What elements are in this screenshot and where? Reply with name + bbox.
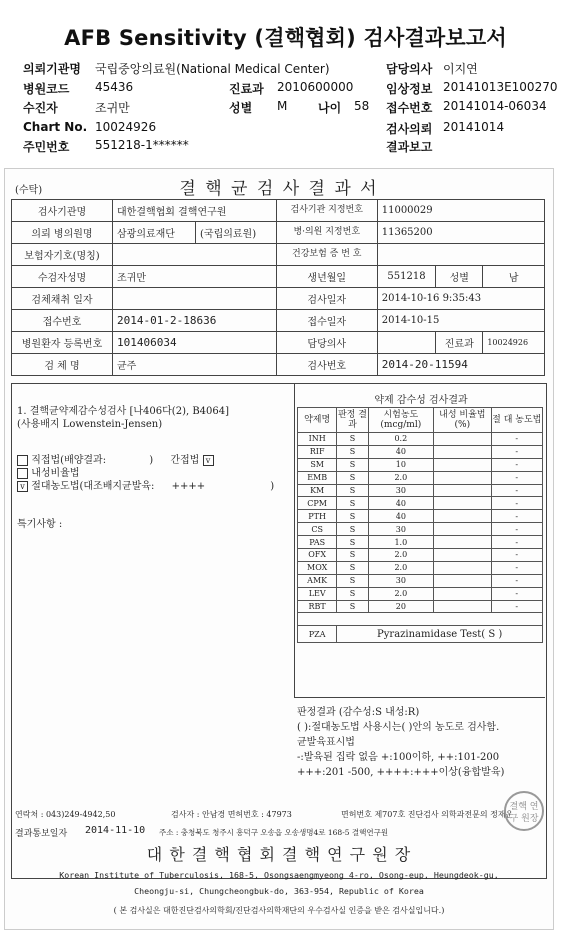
lab-code-label: 검사기관 지정번호 [276,200,377,222]
scanned-form [4,168,554,930]
dept-value: 2010600000 [277,80,354,94]
drug-ratio [434,574,491,587]
drug-name: PTH [298,510,337,523]
drug-row [298,510,543,523]
test-date-label: 검사일자 [276,288,377,310]
rrn-label: 주민번호 [23,140,70,154]
hosp-code-label: 병·의원 지정번호 [276,222,377,244]
footer-institute-en1: Korean Institute of Tuberculosis, 168-5, Osongsaengmyeong 4-ro, Osong-eup, Heungdeok-gu, [59,870,499,880]
drug-name: RIF [298,445,337,458]
reg-no-value: 101406034 [113,332,277,354]
drug-col-conc: 시험농도 (mcg/ml) [368,408,434,433]
chart-value: 10024926 [95,120,157,134]
doctor-value: 이지연 [443,62,478,76]
drug-ratio [434,536,491,549]
drug-absolute: - [491,587,542,600]
absolute-close: ) [270,481,275,492]
request-label: 검사의뢰 [386,122,433,136]
drug-conc: 30 [368,523,434,536]
drug-table-caption: 약제 감수성 검사결과 [374,395,468,406]
form-dept-value: 10024926 [483,332,545,354]
drug-name: KM [298,484,337,497]
drug-row [298,600,543,613]
institution-value: 국립중앙의료원(National Medical Center) [95,62,330,76]
clinical-value: 20141013E100270 [443,80,558,94]
footer-report-date-value: 2014-11-10 [85,825,146,836]
drug-ratio [434,510,491,523]
accept-date-label: 접수일자 [276,310,377,332]
specimen-value: 균주 [113,354,277,376]
sex-value: M [277,99,288,113]
test-no-label: 검사번호 [276,354,377,376]
drug-result: S [337,574,368,587]
legend-line2: ( ):절대농도법 사용시는( )안의 농도로 검사함. [297,722,500,733]
result-divider [294,383,295,697]
reg-no-label: 병원환자 등록번호 [12,332,113,354]
drug-result: S [337,497,368,510]
legend-line1: 판정결과 (감수성:S 내성:R) [297,707,420,718]
hospital-code-value: 45436 [95,80,134,94]
insured-no-label: 건강보험 증 번 호 [276,244,377,266]
drug-row [298,458,543,471]
legend-line4: -:발육된 집락 없음 +:100이하, ++:101-200 [297,752,500,763]
drug-name: CS [298,523,337,536]
footer-examiner: 검사자 : 안남경 면허번호 : 47973 [171,810,292,819]
drug-row [298,536,543,549]
drug-conc: 30 [368,574,434,587]
drug-conc: 2.0 [368,471,434,484]
legend-divider [294,697,545,698]
drug-name: SM [298,458,337,471]
age-value: 58 [354,99,370,113]
indirect-label: 간접법 [170,455,200,466]
drug-conc: 40 [368,510,434,523]
drug-absolute: - [491,484,542,497]
drug-row [298,549,543,562]
form-dept-label: 진료과 [436,332,483,354]
subject-sex-value: 남 [483,266,545,288]
req-inst-value: 삼광의료재단 [113,222,196,244]
rrn-value: 551218-1****** [95,138,189,152]
drug-absolute: - [491,471,542,484]
drug-col-absolute: 절 대 농도법 [491,408,542,433]
remarks-label: 특기사항 : [17,519,63,530]
drug-absolute: - [491,510,542,523]
test-date-value: 2014-10-16 9:35:43 [377,288,544,310]
drug-row [298,471,543,484]
drug-ratio [434,445,491,458]
test-no-value: 2014-20-11594 [377,354,544,376]
drug-conc: 30 [368,484,434,497]
subject-value: 조귀만 [113,266,277,288]
drug-row [298,587,543,600]
drug-name: OFX [298,549,337,562]
drug-absolute: - [491,445,542,458]
drug-absolute: - [491,497,542,510]
drug-ratio [434,587,491,600]
footer-report-date-label: 결과통보일자 [15,829,68,839]
form-doctor-value [377,332,436,354]
footer-note: ( 본 검사실은 대한진단검사의학회/진단검사의학재단의 우수검사실 인증을 받은 검사실입니다.) [113,906,445,915]
drug-row [298,484,543,497]
req-inst-label: 의뢰 병의원명 [12,222,113,244]
dob-label: 생년월일 [276,266,377,288]
accept-date-value: 2014-10-15 [377,310,544,332]
drug-ratio [434,549,491,562]
form-doctor-label: 담당의사 [276,332,377,354]
drug-conc: 20 [368,600,434,613]
drug-result: S [337,536,368,549]
drug-result: S [337,433,368,446]
insured-label: 보험자기호(명칭) [12,244,113,266]
drug-conc: 40 [368,497,434,510]
dob-value: 551218 [377,266,436,288]
absolute-label: 절대농도법(대조배지균발육: [31,481,155,492]
drug-conc: 0.2 [368,433,434,446]
drug-name: PAS [298,536,337,549]
drug-absolute: - [491,600,542,613]
drug-ratio [434,484,491,497]
drug-ratio [434,433,491,446]
age-label: 나이 [318,101,342,115]
drug-name: EMB [298,471,337,484]
drug-result: S [337,471,368,484]
receipt-value: 20141014-06034 [443,99,547,113]
drug-name: RBT [298,600,337,613]
drug-ratio [434,458,491,471]
test-method-line1: 1. 결핵균약제감수성검사 [나406다(2), B4064] [17,406,230,417]
drug-row [298,445,543,458]
institution-label: 의뢰기관명 [23,62,81,76]
drug-result: S [337,561,368,574]
absolute-method [17,477,274,492]
footer-contact: 연락처 : 043)249-4942,50 [15,810,116,819]
legend-line5: +++:201 -500, ++++:+++이상(융합발육) [297,767,505,778]
drug-ratio [434,561,491,574]
drug-conc: 10 [368,458,434,471]
form-info-table [11,199,545,376]
ratio-label: 내성비율법 [31,468,80,479]
specimen-label: 검 체 명 [12,354,113,376]
official-seal-stamp: 결핵 연구 원장 [504,791,544,831]
drug-conc: 2.0 [368,587,434,600]
drug-ratio [434,471,491,484]
drug-name: CPM [298,497,337,510]
drug-row [298,433,543,446]
drug-conc: 2.0 [368,549,434,562]
pza-value: Pyrazinamidase Test( S ) [337,626,543,643]
drug-ratio [434,497,491,510]
legend-line3: 균발육표시법 [297,737,355,748]
request-value: 20141014 [443,120,505,134]
clinical-label: 임상정보 [386,82,433,96]
drug-result: S [337,484,368,497]
footer-address: 주소 : 충청북도 청주시 흥덕구 오송읍 오송생명4로 168-5 결핵연구원 [159,828,389,837]
accept-no-label: 접수번호 [12,310,113,332]
report-header-title: AFB Sensitivity (결핵협회) 검사결과보고서 [64,26,507,50]
drug-absolute: - [491,574,542,587]
receipt-label: 접수번호 [386,101,433,115]
form-title: 결 핵 균 검 사 결 과 서 [179,179,379,199]
drug-row [298,561,543,574]
drug-table [297,407,543,643]
drug-absolute: - [491,536,542,549]
collect-label: 검체채취 일자 [12,288,113,310]
drug-result: S [337,549,368,562]
test-method-line2: (사용배지 Lowenstein-Jensen) [17,419,163,430]
footer-license: 면허번호 제707호 진단검사 의학과전문의 정재운 [341,810,514,819]
patient-value: 조귀만 [95,101,130,115]
drug-row [298,497,543,510]
req-inst-note: (국립의료원) [196,222,277,244]
direct-label: 직접법(배양결과: [31,455,107,466]
absolute-value: ++++ [171,481,206,492]
drug-absolute: - [491,433,542,446]
drug-ratio [434,600,491,613]
chart-label: Chart No. [23,120,88,134]
drug-name: INH [298,433,337,446]
drug-conc: 2.0 [368,561,434,574]
hosp-code-value: 11365200 [377,222,544,244]
insured-no-value [377,244,544,266]
drug-row [298,574,543,587]
indirect-checkbox: v [203,455,214,466]
drug-name: AMK [298,574,337,587]
drug-name: LEV [298,587,337,600]
patient-label: 수진자 [23,101,58,115]
drug-name: MOX [298,561,337,574]
drug-blank-row [298,613,543,626]
drug-result: S [337,458,368,471]
doctor-label: 담당의사 [386,62,433,76]
drug-row [298,523,543,536]
drug-result: S [337,600,368,613]
drug-result: S [337,445,368,458]
subject-label: 수검자성명 [12,266,113,288]
drug-result: S [337,587,368,600]
drug-conc: 40 [368,445,434,458]
subject-sex-label: 성별 [436,266,483,288]
insured-value [113,244,277,266]
drug-absolute: - [491,561,542,574]
lab-code-value: 11000029 [377,200,544,222]
accept-no-value: 2014-01-2-18636 [113,310,277,332]
drug-col-name: 약제명 [298,408,337,433]
drug-absolute: - [491,458,542,471]
footer-institute-kr: 대 한 결 핵 협 회 결 핵 연 구 원 장 [146,845,412,864]
copy-mark: (수탁) [15,185,43,196]
pza-label: PZA [298,626,337,643]
drug-absolute: - [491,523,542,536]
drug-col-result: 판정 결과 [337,408,368,433]
dept-label: 진료과 [229,82,264,96]
direct-close: ) [149,455,154,466]
drug-absolute: - [491,549,542,562]
drug-result: S [337,510,368,523]
absolute-checkbox: v [17,481,28,492]
drug-ratio [434,523,491,536]
report-label: 결과보고 [386,140,433,154]
sex-label: 성별 [229,101,253,115]
drug-conc: 1.0 [368,536,434,549]
lab-name-value: 대한결핵협회 결핵연구원 [113,200,277,222]
lab-name-label: 검사기관명 [12,200,113,222]
hospital-code-label: 병원코드 [23,82,70,96]
drug-col-ratio: 내성 비율법(%) [434,408,491,433]
footer-institute-en2: Cheongju-si, Chungcheongbuk-do, 363-954, Republic of Korea [134,886,424,896]
collect-value [113,288,277,310]
drug-result: S [337,523,368,536]
